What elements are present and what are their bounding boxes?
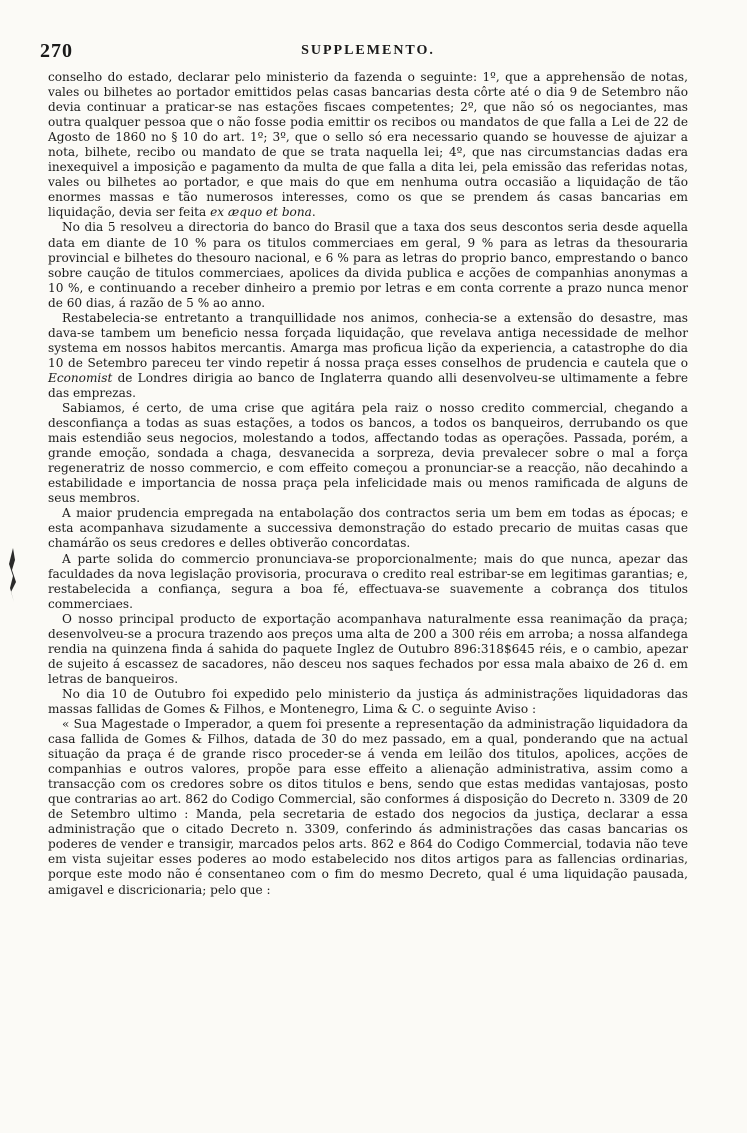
paragraph-4: Sabiamos, é certo, de uma crise que agitára pela raiz o nosso credito commercial, chegando a desconfiança a todas as suas estações, a todos os bancos, a todos os banqueiros, derrubando os que mais estendião seus negocios, molestando a todos, affectando todas as operações. Passada, porém, a grande emoção, sondada a chaga, desvanecida a sorpreza, devia prevalecer sobre o mal a força regeneratriz de nosso commercio, e com effeito começou a pronunciar-se a reacção, não decahindo a estabilidade e importancia de nossa praça pela infelicidade mais ou menos ramificada de alguns de seus membros. xyxy=(48,401,688,506)
body-text xyxy=(48,70,688,898)
paragraph-1: conselho do estado, declarar pelo ministerio da fazenda o seguinte: 1º, que a apprehensão de notas, vales ou bilhetes ao portador emittidos pelas casas bancarias desta côrte até o dia 9 de Setembro não devia continuar a praticar-se nas estações fiscaes competentes; 2º, que não só os negociantes, mas outra qualquer pessoa que o não fosse podia emittir os recibos ou mandatos de que falla a Lei de 22 de Agosto de 1860 no § 10 do art. 1º; 3º, que o sello só era necessario quando se houvesse de ajuizar a nota, bilhete, recibo ou mandato de que se trata naquella lei; 4º, que nas circumstancias dadas era inexequivel a imposição e pagamento da multa de que falla a dita lei, pela emissão das referidas notas, vales ou bilhetes ao portador, e que mais do que em nenhuma outra occasião a liquidação de tão enormes massas e tão numerosos interesses, como os que se prendem ás casas bancarias em liquidação, devia ser feita ex æquo et bona. xyxy=(48,70,688,220)
paragraph-5: A maior prudencia empregada na entabolação dos contractos seria um bem em todas as épocas; e esta acompanhava sizudamente a successiva demonstração do estado precario de muitas casas que chamárão os seus credores e delles obtiverão concordatas. xyxy=(48,506,688,551)
paragraph-2: No dia 5 resolveu a directoria do banco do Brasil que a taxa dos seus descontos seria desde aquella data em diante de 10 % para os titulos commerciaes em geral, 9 % para as letras da thesouraria provincial e bilhetes do thesouro nacional, e 6 % para as letras do proprio banco, emprestando o banco sobre caução de titulos commerciaes, apolices da divida publica e acções de companhias anonymas a 10 %, e continuando a receber dinheiro a premio por letras e em conta corrente a prazo nunca menor de 60 dias, á razão de 5 % ao anno. xyxy=(48,220,688,310)
paragraph-7: O nosso principal producto de exportação acompanhava naturalmente essa reanimação da praça; desenvolveu-se a procura trazendo aos preços uma alta de 200 a 300 réis em arroba; a nossa alfandega rendia na quinzena finda á sahida do paquete Inglez de Outubro 896:318$645 réis, e o cambio, apezar de sujeito á escassez de sacadores, não desceu nos saques fechados por essa mala abaixo de 26 d. em letras de banqueiros. xyxy=(48,611,688,686)
paragraph-8: No dia 10 de Outubro foi expedido pelo ministerio da justiça ás administrações liquidadoras das massas fallidas de Gomes & Filhos, e Montenegro, Lima & C. o seguinte Aviso : xyxy=(48,686,688,716)
latin-phrase: ex æquo et bona xyxy=(210,205,312,220)
economist-title: Economist xyxy=(48,370,113,385)
page-number: 270 xyxy=(40,40,73,62)
running-title: SUPPLEMENTO. xyxy=(301,43,435,58)
margin-ink-mark xyxy=(8,548,18,602)
page xyxy=(40,40,688,898)
paragraph-3: Restabelecia-se entretanto a tranquillidade nos animos, conhecia-se a extensão do desastre, mas dava-se tambem um beneficio nessa forçada liquidação, que revelava antiga necessidade de melhor systema em nossos habitos mercantis. Amarga mas proficua lição da experiencia, a catastrophe do dia 10 de Setembro pareceu ter vindo repetir á nossa praça esses conselhos de prudencia e cautela que o Economist de Londres dirigia ao banco de Inglaterra quando alli desenvolveu-se ultimamente a febre das emprezas. xyxy=(48,310,688,400)
paragraph-6: A parte solida do commercio pronunciava-se proporcionalmente; mais do que nunca, apezar das faculdades da nova legislação provisoria, procurava o credito real estribar-se em legitimas garantias; e, restabelecida a confiança, segura a boa fé, effectuava-se suavemente a cobrança dos titulos commerciaes. xyxy=(48,551,688,611)
page-header xyxy=(40,40,688,70)
paragraph-9-aviso: « Sua Magestade o Imperador, a quem foi presente a representação da administração liquidadora da casa fallida de Gomes & Filhos, datada de 30 do mez passado, em a qual, ponderando que na actual situação da praça é de grande risco proceder-se á venda em leilão dos titulos, apolices, acções de companhias e outros valores, propõe para esse effeito a alienação administrativa, assim como a transacção com os credores sobre os ditos titulos e bens, sendo que estas medidas vantajosas, posto que contrarias ao art. 862 do Codigo Commercial, são conformes á disposição do Decreto n. 3309 de 20 de Setembro ultimo : Manda, pela secretaria de estado dos negocios da justiça, declarar a essa administração que o citado Decreto n. 3309, conferindo ás administrações das casas bancarias os poderes de vender e transigir, marcados pelos arts. 862 e 864 do Codigo Commercial, todavia não teve em vista sujeitar esses poderes ao modo estabelecido nos ditos artigos para as fallencias ordinarias, porque este modo não é consentaneo com o fim do mesmo Decreto, qual é uma liquidação pausada, amigavel e discricionaria; pelo que : xyxy=(48,717,688,897)
